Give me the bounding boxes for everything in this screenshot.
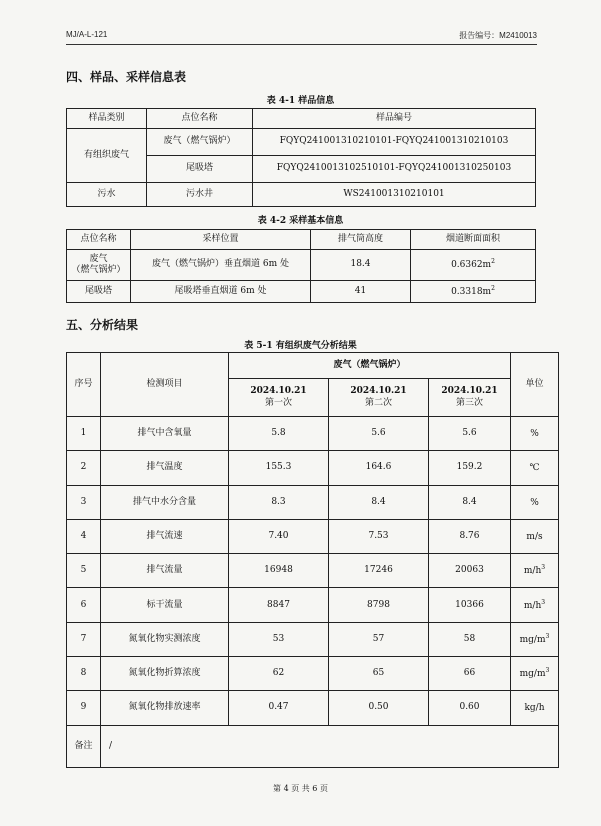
value-run-2: 65 bbox=[329, 657, 429, 691]
row-number: 6 bbox=[67, 588, 101, 622]
value-run-3: 66 bbox=[429, 657, 511, 691]
value-run-2: 164.6 bbox=[329, 451, 429, 485]
result-rows bbox=[67, 417, 559, 726]
item-name: 排气温度 bbox=[101, 451, 229, 485]
unit: m/s bbox=[511, 519, 559, 553]
value-run-3: 5.6 bbox=[429, 417, 511, 451]
value-run-3: 58 bbox=[429, 622, 511, 656]
value-run-3: 8.4 bbox=[429, 485, 511, 519]
code-boiler: FQYQ241001310210101-FQYQ241001310210103 bbox=[253, 129, 536, 156]
page-footer: 第 4 页 共 6 页 bbox=[273, 784, 328, 793]
header-run-3: 2024.10.21 第三次 bbox=[429, 379, 511, 417]
item-name: 排气中水分含量 bbox=[101, 485, 229, 519]
row-number: 5 bbox=[67, 554, 101, 588]
category-water: 污水 bbox=[67, 183, 147, 207]
unit: % bbox=[511, 485, 559, 519]
table-row bbox=[67, 519, 559, 553]
point-tail-tower: 尾吸塔 bbox=[147, 156, 253, 183]
value-run-2: 8798 bbox=[329, 588, 429, 622]
value-run-1: 53 bbox=[229, 622, 329, 656]
unit: ℃ bbox=[511, 451, 559, 485]
header-run-1: 2024.10.21 第一次 bbox=[229, 379, 329, 417]
header-sampling-position: 采样位置 bbox=[131, 230, 311, 250]
analysis-results-table bbox=[66, 352, 559, 768]
remark-label: 备注 bbox=[67, 725, 101, 767]
point-boiler: 废气 （燃气锅炉） bbox=[67, 250, 131, 281]
value-run-2: 0.50 bbox=[329, 691, 429, 725]
item-name: 排气中含氧量 bbox=[101, 417, 229, 451]
item-name: 氮氧化物排放速率 bbox=[101, 691, 229, 725]
unit: $m/h^3$ bbox=[511, 588, 559, 622]
table-row bbox=[67, 691, 559, 725]
item-name: 标干流量 bbox=[101, 588, 229, 622]
table-row bbox=[67, 485, 559, 519]
table-row bbox=[67, 417, 559, 451]
category-gas: 有组织废气 bbox=[67, 129, 147, 183]
value-run-3: 0.60 bbox=[429, 691, 511, 725]
sample-info-table bbox=[66, 108, 536, 207]
item-name: 氮氧化物折算浓度 bbox=[101, 657, 229, 691]
header-divider bbox=[66, 44, 537, 45]
row-number: 3 bbox=[67, 485, 101, 519]
table51-caption: 表 5-1 有组织废气分析结果 bbox=[244, 341, 357, 351]
area-tail-tower: $0.3318m^2$ bbox=[411, 281, 536, 303]
value-run-1: 7.40 bbox=[229, 519, 329, 553]
value-run-3: 8.76 bbox=[429, 519, 511, 553]
value-run-1: 16948 bbox=[229, 554, 329, 588]
header-point-name: 点位名称 bbox=[67, 230, 131, 250]
unit: $mg/m^3$ bbox=[511, 622, 559, 656]
header-run-2: 2024.10.21 第二次 bbox=[329, 379, 429, 417]
item-name: 排气流量 bbox=[101, 554, 229, 588]
sampling-info-table bbox=[66, 229, 536, 303]
value-run-1: 8847 bbox=[229, 588, 329, 622]
value-run-1: 62 bbox=[229, 657, 329, 691]
header-point-name: 点位名称 bbox=[147, 109, 253, 129]
point-sewage-well: 污水井 bbox=[147, 183, 253, 207]
value-run-3: 10366 bbox=[429, 588, 511, 622]
row-number: 2 bbox=[67, 451, 101, 485]
row-number: 8 bbox=[67, 657, 101, 691]
table-row bbox=[67, 451, 559, 485]
value-run-1: 8.3 bbox=[229, 485, 329, 519]
table-row bbox=[67, 657, 559, 691]
position-boiler: 废气（燃气锅炉）垂直烟道 6m 处 bbox=[131, 250, 311, 281]
section5-title: 五、分析结果 bbox=[66, 318, 139, 332]
header-stack-height: 排气筒高度 bbox=[311, 230, 411, 250]
row-number: 1 bbox=[67, 417, 101, 451]
header-unit: 单位 bbox=[511, 353, 559, 417]
row-number: 9 bbox=[67, 691, 101, 725]
value-run-3: 159.2 bbox=[429, 451, 511, 485]
unit: % bbox=[511, 417, 559, 451]
height-boiler: 18.4 bbox=[311, 250, 411, 281]
code-sewage-well: WS241001310210101 bbox=[253, 183, 536, 207]
section4-title: 四、样品、采样信息表 bbox=[66, 70, 187, 84]
table-row bbox=[67, 588, 559, 622]
header-no: 序号 bbox=[67, 353, 101, 417]
table-row bbox=[67, 622, 559, 656]
value-run-1: 5.8 bbox=[229, 417, 329, 451]
header-sample-category: 样品类别 bbox=[67, 109, 147, 129]
table42-caption: 表 4-2 采样基本信息 bbox=[257, 216, 344, 226]
value-run-2: 57 bbox=[329, 622, 429, 656]
table41-caption: 表 4-1 样品信息 bbox=[266, 96, 335, 106]
document-code: MJ/A-L-121 bbox=[66, 30, 108, 39]
height-tail-tower: 41 bbox=[311, 281, 411, 303]
item-name: 氮氧化物实测浓度 bbox=[101, 622, 229, 656]
header-item: 检测项目 bbox=[101, 353, 229, 417]
code-tail-tower: FQYQ2410013102510101-FQYQ241001310250103 bbox=[253, 156, 536, 183]
header-flue-area: 烟道断面面积 bbox=[411, 230, 536, 250]
unit: kg/h bbox=[511, 691, 559, 725]
value-run-2: 7.53 bbox=[329, 519, 429, 553]
unit: $mg/m^3$ bbox=[511, 657, 559, 691]
header-boiler-group: 废气（燃气锅炉） bbox=[229, 353, 511, 379]
area-boiler: $0.6362m^2$ bbox=[411, 250, 536, 281]
value-run-2: 5.6 bbox=[329, 417, 429, 451]
value-run-1: 155.3 bbox=[229, 451, 329, 485]
value-run-1: 0.47 bbox=[229, 691, 329, 725]
item-name: 排气流速 bbox=[101, 519, 229, 553]
value-run-2: 17246 bbox=[329, 554, 429, 588]
position-tail-tower: 尾吸塔垂直烟道 6m 处 bbox=[131, 281, 311, 303]
table-row bbox=[67, 554, 559, 588]
point-tail-tower: 尾吸塔 bbox=[67, 281, 131, 303]
point-boiler: 废气（燃气锅炉） bbox=[147, 129, 253, 156]
remark-value: / bbox=[101, 725, 559, 767]
unit: $m/h^3$ bbox=[511, 554, 559, 588]
value-run-2: 8.4 bbox=[329, 485, 429, 519]
report-number: 报告编号：M2410013 bbox=[459, 31, 537, 40]
row-number: 7 bbox=[67, 622, 101, 656]
row-number: 4 bbox=[67, 519, 101, 553]
header-sample-code: 样品编号 bbox=[253, 109, 536, 129]
value-run-3: 20063 bbox=[429, 554, 511, 588]
